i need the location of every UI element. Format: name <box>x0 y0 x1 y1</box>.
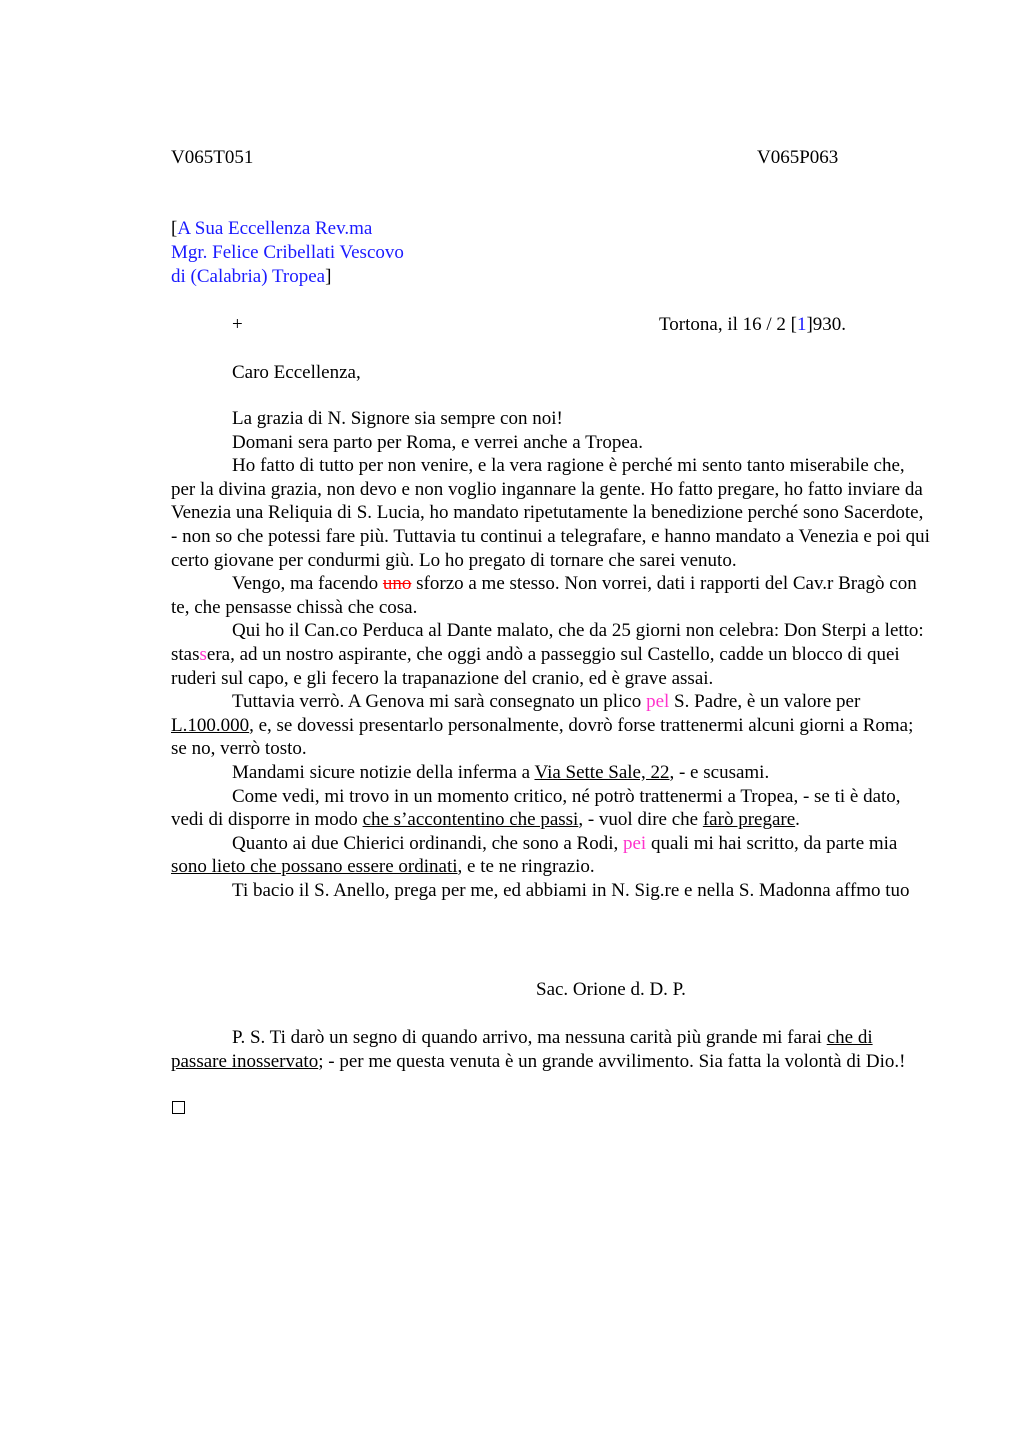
underlined-phrase: che s’accontentino che passi <box>362 809 579 831</box>
underlined-phrase: farò pregare <box>702 809 796 831</box>
address-text-3: di (Calabria) Tropea <box>171 266 326 287</box>
document-code-right: V065P063 <box>757 147 839 168</box>
bracket-close: ] <box>325 266 332 287</box>
p9-text-a: Quanto ai due Chierici ordinandi, che sono a Rodi, <box>232 832 623 854</box>
salutation: Caro Eccellenza, <box>232 362 361 383</box>
underlined-amount: L.100.000 <box>171 714 250 736</box>
p5-text-b: era, ad un nostro aspirante, che oggi andò a passeggio sul Castello, cadde un blocco di quei ruderi sul capo, e gli fecero la trapanazione del cranio, ed è grave assai. <box>171 643 900 689</box>
paragraph-8 <box>171 785 931 832</box>
letter-body <box>171 407 931 902</box>
p8-text-c: . <box>795 809 800 831</box>
p6-text-b: S. Padre, è un valore per <box>669 691 861 713</box>
ps-text-b: ; - per me questa venuta è un grande avvilimento. Sia fatta la volontà di Dio.! <box>318 1050 906 1072</box>
paragraph-10: Ti bacio il S. Anello, prega per me, ed abbiami in N. Sig.re e nella S. Madonna affmo tuo <box>232 879 910 901</box>
p4-text-b: sforzo a me stesso. Non vorrei, dati i rapporti del Cav.r Bragò con te, che pensasse chissà che cosa. <box>171 573 917 618</box>
underlined-address: Via Sette Sale, 22 <box>534 761 670 783</box>
date-pre: Tortona, il 16 / 2 [ <box>659 314 797 335</box>
bracket-open: [ <box>171 218 178 239</box>
address-line-3 <box>171 265 331 289</box>
address-line-1 <box>171 217 372 241</box>
document-code-left: V065T051 <box>171 147 254 168</box>
p9-text-b: quali mi hai scritto, da parte mia <box>646 832 898 854</box>
postscript <box>171 1026 931 1073</box>
p7-text-b: , - e scusami. <box>669 761 770 783</box>
p7-text-a: Mandami sicure notizie della inferma a <box>232 761 535 783</box>
p6-text-a: Tuttavia verrò. A Genova mi sarà consegnato un plico <box>232 691 647 713</box>
cross-mark: + <box>232 314 243 335</box>
underlined-phrase: che di passare inosservato <box>171 1027 873 1072</box>
address-line-2: Mgr. Felice Cribellati Vescovo <box>171 242 404 263</box>
paragraph-5 <box>171 619 931 690</box>
date-insert: 1 <box>796 314 807 335</box>
underlined-phrase: sono lieto che possano essere ordinati <box>171 856 458 878</box>
end-square-icon <box>172 1101 185 1114</box>
p5-text-a: Qui ho il Can.co Perduca al Dante malato, che da 25 giorni non celebra: Don Sterpi a letto: stas <box>171 620 924 665</box>
paragraph-9 <box>171 832 931 879</box>
paragraph-4 <box>171 572 931 619</box>
address-text-1: A Sua Eccellenza Rev.ma <box>177 218 373 239</box>
paragraph-7 <box>171 761 931 785</box>
date-post: ]930. <box>806 314 847 335</box>
deleted-word: uno <box>382 573 412 595</box>
paragraph-6 <box>171 690 931 761</box>
p9-text-c: , e te ne ringrazio. <box>457 856 595 878</box>
ps-text-a: P. S. Ti darò un segno di quando arrivo, ma nessuna carità più grande mi farai <box>232 1027 827 1048</box>
p8-text-a: Come vedi, mi trovo in un momento critico, né potrò trattenermi a Tropea, - se ti è dato, vedi di disporre in modo <box>171 785 901 831</box>
p8-text-b: , - vuol dire che <box>578 809 703 831</box>
paragraph-3: Ho fatto di tutto per non venire, e la vera ragione è perché mi sento tanto miserabile che, per la divina grazia, non devo e non voglio ingannare la gente. Ho fatto pregare, ho fatto inviare da Venezia una Reliquia di S. Lucia, ho mandato ripetutamente la benedizione perché sono Sacerdote, - non so che potessi fare più. Tuttavia tu continui a telegrafare, e hanno mandato a Venezia e poi qui certo giovane per condurmi giù. Lo ho pregato di tornare che sarei venuto. <box>171 455 930 571</box>
corrected-word: pei <box>623 832 647 854</box>
signature: Sac. Orione d. D. P. <box>536 979 686 1000</box>
p4-text-a: Vengo, ma facendo <box>232 573 383 595</box>
paragraph-2: Domani sera parto per Roma, e verrei anche a Tropea. <box>232 431 643 453</box>
corrected-word: pel <box>646 691 670 713</box>
p6-text-c: , e, se dovessi presentarlo personalmente, dovrò forse trattenermi alcuni giorni a Roma; se no, verrò tosto. <box>171 714 914 760</box>
date-line <box>659 313 846 337</box>
corrected-letter: s <box>199 643 207 665</box>
paragraph-1: La grazia di N. Signore sia sempre con noi! <box>232 408 563 429</box>
